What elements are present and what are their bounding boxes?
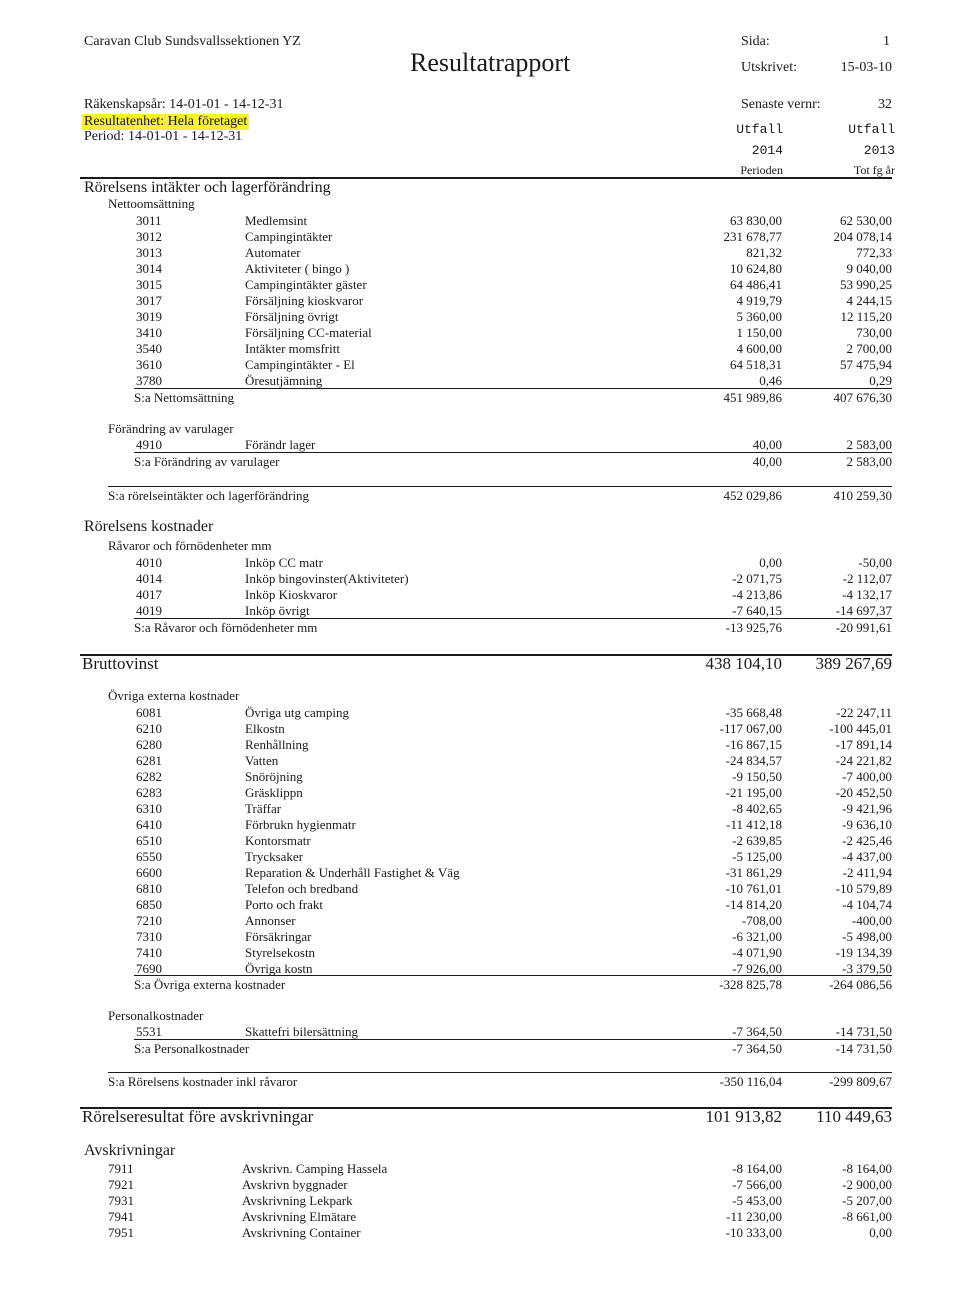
- value-current-period: -6 321,00: [732, 929, 782, 944]
- value-previous-year: -24 221,82: [835, 753, 892, 768]
- report-row-line: [0, 555, 960, 571]
- value-current-period: -350 116,04: [719, 1074, 782, 1089]
- value-current-period: -11 412,18: [726, 817, 782, 832]
- report-row-sum1: [0, 620, 960, 636]
- printed-label: Utskrivet:: [741, 60, 797, 75]
- report-row-line0: [0, 1225, 960, 1241]
- value-current-period: 40,00: [752, 437, 782, 452]
- latest-vernr-label: Senaste vernr:: [741, 97, 821, 112]
- value-current-period: 101 913,82: [705, 1107, 782, 1126]
- sum-rule: [134, 1039, 892, 1040]
- sum-rule: [134, 975, 892, 976]
- value-previous-year: 2 700,00: [846, 341, 892, 356]
- value-current-period: 64 518,31: [730, 357, 782, 372]
- report-row-group: [0, 196, 960, 212]
- account-name: Förändr lager: [245, 437, 316, 452]
- value-previous-year: 410 259,30: [833, 488, 892, 503]
- value-current-period: -31 861,29: [725, 865, 782, 880]
- value-current-period: -4 213,86: [732, 587, 782, 602]
- account-number: 3019: [136, 309, 162, 324]
- report-row-line: [0, 721, 960, 737]
- account-name: Trycksaker: [245, 849, 304, 864]
- value-current-period: 40,00: [752, 454, 782, 469]
- report-row-line: [0, 309, 960, 325]
- value-previous-year: -9 636,10: [842, 817, 892, 832]
- account-number: 3012: [136, 229, 162, 244]
- report-row-line: [0, 929, 960, 945]
- value-current-period: 10 624,80: [730, 261, 782, 276]
- group-title: Personalkostnader: [108, 1008, 204, 1023]
- report-row-line: [0, 897, 960, 913]
- account-number: 7310: [136, 929, 162, 944]
- report-row-line: [0, 753, 960, 769]
- report-row-line: [0, 373, 960, 389]
- account-number: 3017: [136, 293, 162, 308]
- report-row-group: [0, 1008, 960, 1024]
- account-number: 7931: [108, 1193, 134, 1208]
- value-previous-year: 0,00: [869, 1225, 892, 1240]
- value-current-period: -21 195,00: [725, 785, 782, 800]
- account-name: Vatten: [245, 753, 279, 768]
- account-number: 4010: [136, 555, 162, 570]
- value-previous-year: -2 411,94: [842, 865, 892, 880]
- value-previous-year: 0,29: [869, 373, 892, 388]
- value-current-period: 231 678,77: [723, 229, 782, 244]
- sum-rule: [108, 1072, 892, 1073]
- report-row-line: [0, 737, 960, 753]
- account-number: 6081: [136, 705, 162, 720]
- account-number: 6810: [136, 881, 162, 896]
- account-name: Annonser: [245, 913, 296, 928]
- account-name: Automater: [245, 245, 301, 260]
- report-row-sum1: [0, 454, 960, 470]
- value-current-period: -5 453,00: [732, 1193, 782, 1208]
- section-title: Bruttovinst: [82, 654, 159, 673]
- report-row-group: [0, 538, 960, 554]
- report-row-line: [0, 1024, 960, 1040]
- report-row-line0: [0, 1177, 960, 1193]
- report-row-big: [0, 1109, 960, 1125]
- account-name: Styrelsekostn: [245, 945, 316, 960]
- account-name: Campingintäkter - El: [245, 357, 355, 372]
- report-row-group: [0, 421, 960, 437]
- report-row-sum0: [0, 1074, 960, 1090]
- account-number: 4014: [136, 571, 162, 586]
- account-number: 6283: [136, 785, 162, 800]
- account-number: 3013: [136, 245, 162, 260]
- sum-label: S:a rörelseintäkter och lagerförändring: [108, 488, 310, 503]
- group-title: Nettoomsättning: [108, 196, 195, 211]
- value-previous-year: 730,00: [856, 325, 892, 340]
- value-previous-year: 9 040,00: [846, 261, 892, 276]
- account-name: Försäljning CC-material: [245, 325, 372, 340]
- value-previous-year: -5 498,00: [842, 929, 892, 944]
- value-current-period: 0,00: [759, 555, 782, 570]
- account-number: 6210: [136, 721, 162, 736]
- value-previous-year: 2 583,00: [846, 437, 892, 452]
- report-row-line: [0, 245, 960, 261]
- value-current-period: 63 830,00: [730, 213, 782, 228]
- report-row-line: [0, 341, 960, 357]
- value-current-period: -35 668,48: [725, 705, 782, 720]
- report-row-group: [0, 688, 960, 704]
- value-current-period: -117 067,00: [719, 721, 782, 736]
- value-previous-year: 407 676,30: [833, 390, 892, 405]
- report-row-line: [0, 705, 960, 721]
- account-number: 7951: [108, 1225, 134, 1240]
- report-row-section: [0, 1143, 960, 1159]
- sum-rule: [134, 618, 892, 619]
- value-previous-year: -2 425,46: [842, 833, 892, 848]
- account-name: Telefon och bredband: [245, 881, 359, 896]
- account-number: 4910: [136, 437, 162, 452]
- account-name: Avskrivn. Camping Hassela: [242, 1161, 388, 1176]
- value-current-period: 821,32: [746, 245, 782, 260]
- value-previous-year: -8 661,00: [842, 1209, 892, 1224]
- account-name: Renhållning: [245, 737, 309, 752]
- result-unit: Resultatenhet: Hela företaget: [84, 114, 248, 129]
- report-row-sum1: [0, 390, 960, 406]
- account-number: 3015: [136, 277, 162, 292]
- report-row-line0: [0, 1209, 960, 1225]
- account-number: 3780: [136, 373, 162, 388]
- value-current-period: -9 150,50: [732, 769, 782, 784]
- value-current-period: 1 150,00: [736, 325, 782, 340]
- section-title: Rörelsens kostnader: [84, 518, 214, 535]
- section-title: Rörelseresultat före avskrivningar: [82, 1107, 314, 1126]
- value-previous-year: 772,33: [856, 245, 892, 260]
- value-previous-year: -14 731,50: [835, 1024, 892, 1039]
- sum-rule: [134, 452, 892, 453]
- value-previous-year: -4 132,17: [842, 587, 892, 602]
- section-title: Avskrivningar: [84, 1142, 176, 1159]
- col1-header-line3: Perioden: [740, 163, 783, 177]
- account-name: Snöröjning: [245, 769, 303, 784]
- value-current-period: 438 104,10: [705, 654, 782, 673]
- report-row-line0: [0, 1161, 960, 1177]
- account-number: 6282: [136, 769, 162, 784]
- account-name: Träffar: [245, 801, 282, 816]
- value-current-period: 4 919,79: [736, 293, 782, 308]
- account-name: Aktiviteter ( bingo ): [245, 261, 350, 276]
- account-number: 3540: [136, 341, 162, 356]
- value-previous-year: -3 379,50: [842, 961, 892, 976]
- account-name: Avskrivn byggnader: [242, 1177, 348, 1192]
- group-title: Råvaror och förnödenheter mm: [108, 538, 272, 553]
- value-previous-year: -7 400,00: [842, 769, 892, 784]
- sum-label: S:a Förändring av varulager: [134, 454, 280, 469]
- report-row-line0: [0, 1193, 960, 1209]
- value-current-period: -8 402,65: [732, 801, 782, 816]
- account-number: 6850: [136, 897, 162, 912]
- report-row-line: [0, 833, 960, 849]
- account-number: 7941: [108, 1209, 134, 1224]
- value-current-period: -10 333,00: [725, 1225, 782, 1240]
- report-row-line: [0, 293, 960, 309]
- report-row-line: [0, 603, 960, 619]
- value-current-period: -5 125,00: [732, 849, 782, 864]
- value-previous-year: -400,00: [851, 913, 892, 928]
- value-current-period: -11 230,00: [726, 1209, 782, 1224]
- account-number: 4017: [136, 587, 162, 602]
- account-name: Inköp övrigt: [245, 603, 310, 618]
- value-current-period: -14 814,20: [725, 897, 782, 912]
- account-name: Övriga utg camping: [245, 705, 349, 720]
- account-number: 5531: [136, 1024, 162, 1039]
- group-title: Övriga externa kostnader: [108, 688, 240, 703]
- sum-label: S:a Råvaror och förnödenheter mm: [134, 620, 318, 635]
- account-number: 6550: [136, 849, 162, 864]
- value-current-period: -7 364,50: [732, 1041, 782, 1056]
- account-name: Gräsklippn: [245, 785, 303, 800]
- account-number: 4019: [136, 603, 162, 618]
- report-row-line: [0, 849, 960, 865]
- printed-date: 15-03-10: [840, 60, 892, 75]
- account-number: 3011: [136, 213, 162, 228]
- account-number: 7911: [108, 1161, 134, 1176]
- value-previous-year: 57 475,94: [840, 357, 892, 372]
- report-row-line: [0, 865, 960, 881]
- col2-header-line3: Tot fg år: [853, 163, 895, 177]
- sum-rule: [134, 388, 892, 389]
- value-previous-year: -14 731,50: [835, 1041, 892, 1056]
- value-previous-year: 53 990,25: [840, 277, 892, 292]
- account-number: 6410: [136, 817, 162, 832]
- value-current-period: -24 834,57: [725, 753, 782, 768]
- sum-rule: [108, 486, 892, 487]
- report-row-line: [0, 261, 960, 277]
- account-name: Porto och frakt: [245, 897, 323, 912]
- account-number: 7410: [136, 945, 162, 960]
- page-label: Sida:: [741, 34, 770, 49]
- account-number: 3014: [136, 261, 162, 276]
- value-previous-year: 204 078,14: [833, 229, 892, 244]
- report-row-line: [0, 437, 960, 453]
- value-previous-year: -17 891,14: [835, 737, 892, 752]
- organization-name: Caravan Club Sundsvallssektionen YZ: [84, 34, 301, 49]
- sum-label: S:a Rörelsens kostnader inkl råvaror: [108, 1074, 298, 1089]
- account-name: Campingintäkter: [245, 229, 333, 244]
- report-row-big: [0, 656, 960, 672]
- value-previous-year: -264 086,56: [829, 977, 892, 992]
- col2-header-line2: 2013: [863, 143, 895, 158]
- value-current-period: 64 486,41: [730, 277, 782, 292]
- account-number: 6600: [136, 865, 162, 880]
- account-number: 3410: [136, 325, 162, 340]
- account-name: Elkostn: [245, 721, 285, 736]
- value-previous-year: 389 267,69: [815, 654, 892, 673]
- value-current-period: -328 825,78: [719, 977, 782, 992]
- value-previous-year: -50,00: [858, 555, 892, 570]
- report-row-line: [0, 325, 960, 341]
- value-previous-year: -14 697,37: [835, 603, 892, 618]
- account-number: 7921: [108, 1177, 134, 1192]
- report-row-line: [0, 881, 960, 897]
- report-row-line: [0, 801, 960, 817]
- value-previous-year: -4 437,00: [842, 849, 892, 864]
- value-current-period: -16 867,15: [725, 737, 782, 752]
- report-row-section: [0, 180, 960, 196]
- group-title: Förändring av varulager: [108, 421, 234, 436]
- value-previous-year: 4 244,15: [846, 293, 892, 308]
- account-name: Inköp CC matr: [245, 555, 323, 570]
- value-current-period: -7 364,50: [732, 1024, 782, 1039]
- value-previous-year: -19 134,39: [835, 945, 892, 960]
- value-previous-year: -8 164,00: [842, 1161, 892, 1176]
- account-number: 7210: [136, 913, 162, 928]
- report-title: Resultatrapport: [410, 48, 571, 77]
- account-name: Kontorsmatr: [245, 833, 311, 848]
- account-number: 6310: [136, 801, 162, 816]
- value-previous-year: -2 112,07: [842, 571, 892, 586]
- value-current-period: 451 989,86: [723, 390, 782, 405]
- report-row-line: [0, 357, 960, 373]
- value-previous-year: -20 991,61: [835, 620, 892, 635]
- value-current-period: 4 600,00: [736, 341, 782, 356]
- sum-label: S:a Övriga externa kostnader: [134, 977, 286, 992]
- account-number: 6281: [136, 753, 162, 768]
- value-current-period: -708,00: [741, 913, 782, 928]
- account-number: 6510: [136, 833, 162, 848]
- value-previous-year: -100 445,01: [829, 721, 892, 736]
- account-number: 7690: [136, 961, 162, 976]
- account-name: Försäljning kioskvaror: [245, 293, 364, 308]
- value-current-period: -2 639,85: [732, 833, 782, 848]
- page-number: 1: [883, 34, 890, 49]
- report-row-line: [0, 817, 960, 833]
- value-previous-year: -5 207,00: [842, 1193, 892, 1208]
- value-previous-year: -299 809,67: [829, 1074, 892, 1089]
- value-previous-year: -9 421,96: [842, 801, 892, 816]
- report-row-line: [0, 769, 960, 785]
- value-previous-year: -10 579,89: [835, 881, 892, 896]
- value-current-period: -7 640,15: [732, 603, 782, 618]
- section-title: Rörelsens intäkter och lagerförändring: [84, 179, 331, 196]
- account-name: Skattefri bilersättning: [245, 1024, 359, 1039]
- col2-header-line1: Utfall: [848, 122, 895, 137]
- value-current-period: -7 926,00: [732, 961, 782, 976]
- report-row-line: [0, 213, 960, 229]
- value-previous-year: -20 452,50: [835, 785, 892, 800]
- account-name: Övriga kostn: [245, 961, 313, 976]
- account-name: Reparation & Underhåll Fastighet & Väg: [245, 865, 460, 880]
- account-name: Försäljning övrigt: [245, 309, 339, 324]
- value-current-period: -8 164,00: [732, 1161, 782, 1176]
- account-number: 3610: [136, 357, 162, 372]
- report-row-sum1: [0, 1041, 960, 1057]
- account-name: Avskrivning Elmätare: [242, 1209, 357, 1224]
- account-name: Inköp Kioskvaror: [245, 587, 338, 602]
- report-row-line: [0, 571, 960, 587]
- account-name: Avskrivning Lekpark: [242, 1193, 353, 1208]
- account-name: Försäkringar: [245, 929, 312, 944]
- account-name: Inköp bingovinster(Aktiviteter): [245, 571, 409, 586]
- latest-vernr-value: 32: [878, 97, 892, 112]
- value-previous-year: 12 115,20: [840, 309, 892, 324]
- report-row-sum1: [0, 977, 960, 993]
- report-row-line: [0, 587, 960, 603]
- report-row-line: [0, 229, 960, 245]
- value-current-period: -2 071,75: [732, 571, 782, 586]
- account-number: 6280: [136, 737, 162, 752]
- value-previous-year: -2 900,00: [842, 1177, 892, 1192]
- col1-header-line1: Utfall: [736, 122, 783, 137]
- report-row-line: [0, 785, 960, 801]
- value-current-period: 0,46: [759, 373, 782, 388]
- account-name: Avskrivning Container: [242, 1225, 361, 1240]
- value-previous-year: -4 104,74: [842, 897, 892, 912]
- value-current-period: 5 360,00: [736, 309, 782, 324]
- value-current-period: -13 925,76: [725, 620, 782, 635]
- account-name: Campingintäkter gäster: [245, 277, 367, 292]
- sum-label: S:a Nettomsättning: [134, 390, 235, 405]
- account-name: Medlemsint: [245, 213, 308, 228]
- value-current-period: 452 029,86: [723, 488, 782, 503]
- value-previous-year: 110 449,63: [816, 1107, 892, 1126]
- account-name: Intäkter momsfritt: [245, 341, 340, 356]
- value-current-period: -7 566,00: [732, 1177, 782, 1192]
- value-current-period: -4 071,90: [732, 945, 782, 960]
- report-row-section: [0, 519, 960, 535]
- account-name: Förbrukn hygienmatr: [245, 817, 356, 832]
- report-row-line: [0, 913, 960, 929]
- period: Period: 14-01-01 - 14-12-31: [84, 129, 243, 144]
- fiscal-year: Räkenskapsår: 14-01-01 - 14-12-31: [84, 97, 284, 112]
- col1-header-line2: 2014: [751, 143, 783, 158]
- report-row-sum0: [0, 488, 960, 504]
- value-previous-year: 62 530,00: [840, 213, 892, 228]
- value-current-period: -10 761,01: [725, 881, 782, 896]
- value-previous-year: 2 583,00: [846, 454, 892, 469]
- report-row-line: [0, 277, 960, 293]
- value-previous-year: -22 247,11: [836, 705, 892, 720]
- account-name: Öresutjämning: [245, 373, 323, 388]
- report-row-line: [0, 945, 960, 961]
- sum-label: S:a Personalkostnader: [134, 1041, 250, 1056]
